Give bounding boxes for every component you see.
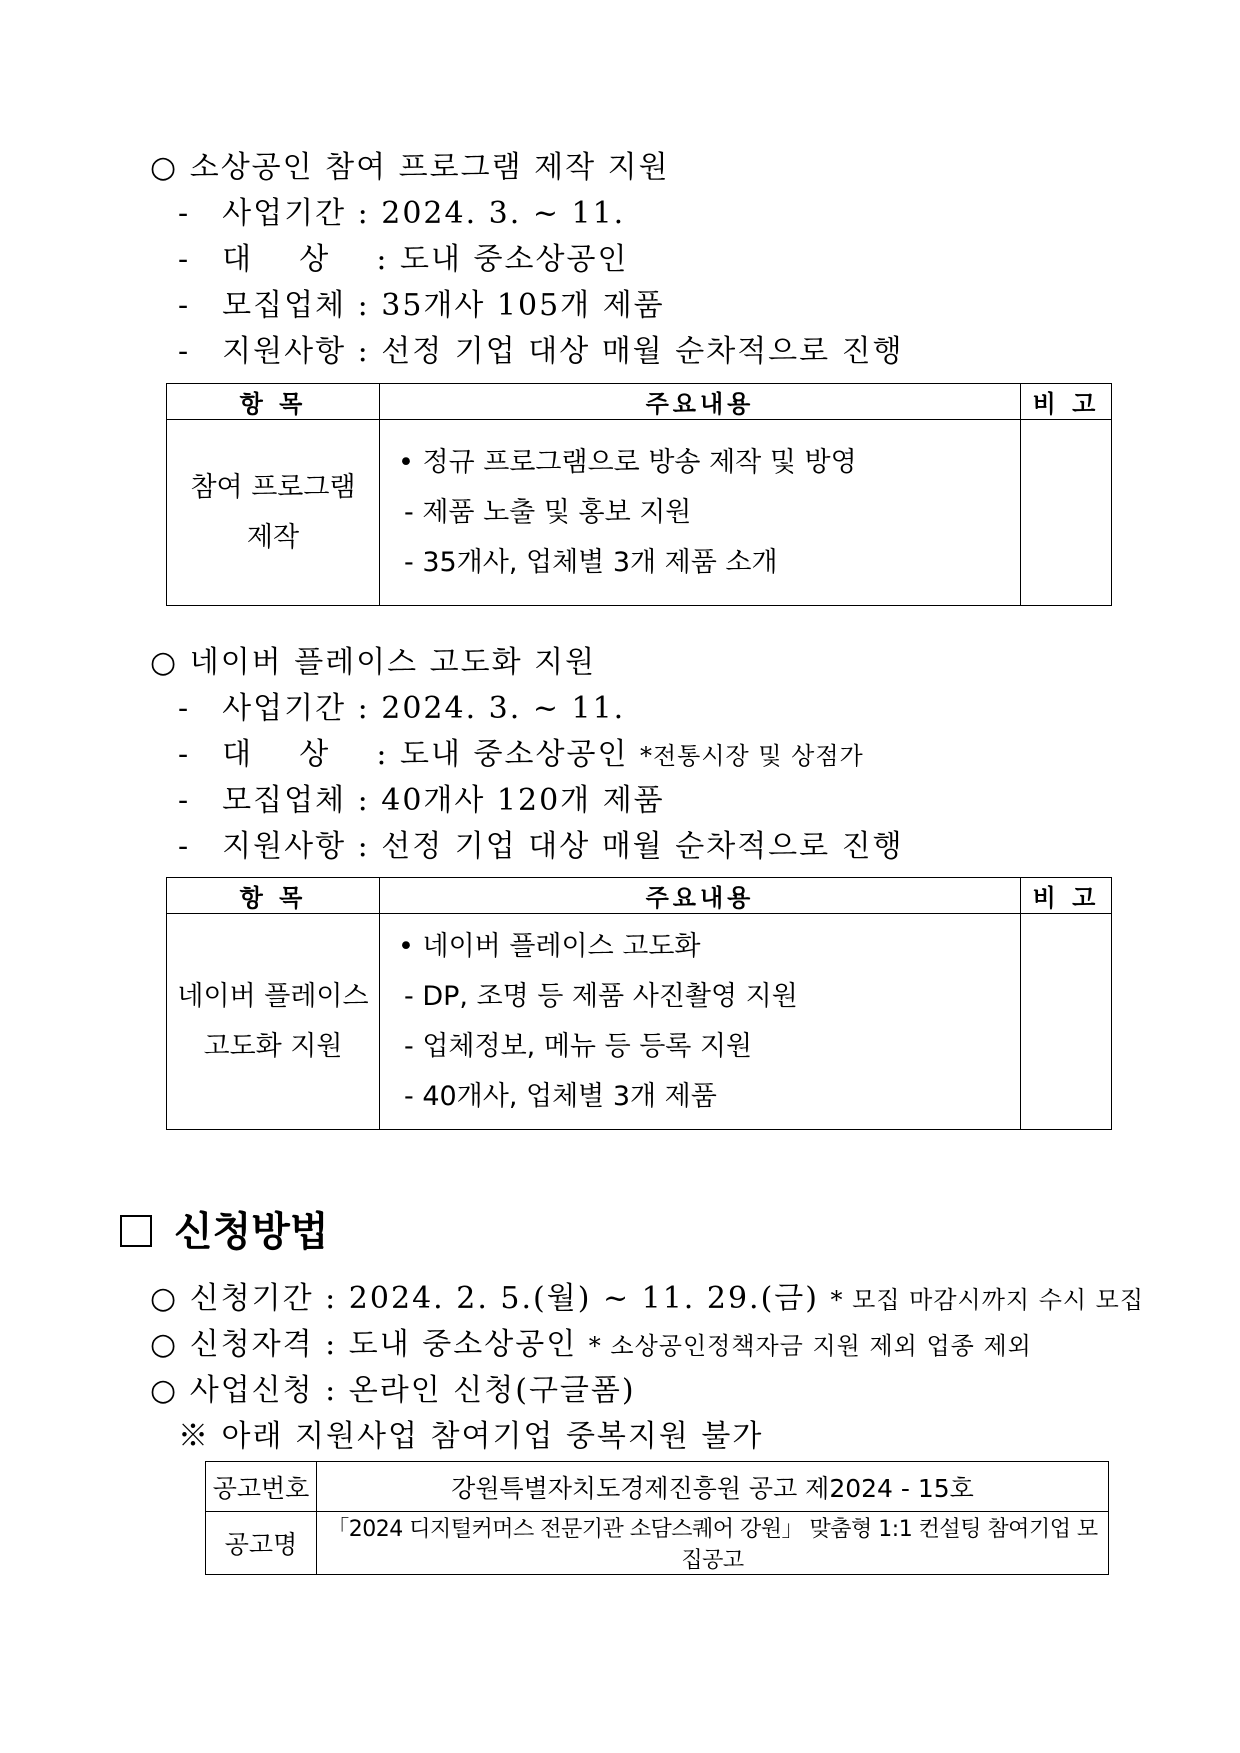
apply-warning: ※ 아래 지원사업 참여기업 중복지원 불가 [178,1419,764,1454]
section1-line-target: - 대 상 : 도내 중소상공인 [178,242,629,277]
table-row [206,1462,1109,1512]
table-row [206,1512,1109,1575]
section1-table [166,383,1112,606]
section1-line-support: - 지원사항 : 선정 기업 대상 매월 순차적으로 진행 [178,334,904,369]
table-item-cell: 네이버 플레이스 고도화 지원 [167,914,380,1130]
header-item: 항 목 [167,384,380,420]
section2-table [166,877,1112,1130]
section2-line-support: - 지원사항 : 선정 기업 대상 매월 순차적으로 진행 [178,829,904,864]
apply-item-method: ○ 사업신청 : 온라인 신청(구글폼) [150,1373,636,1408]
table-content-cell: • 정규 프로그램으로 방송 제작 및 방영 - 제품 노출 및 홍보 지원 - 35개사, 업체별 3개 제품 소개 [380,420,1021,606]
table-content-cell: • 네이버 플레이스 고도화 - DP, 조명 등 제품 사진촬영 지원 - 업체정보, 메뉴 등 등록 지원 - 40개사, 업체별 3개 제품 [380,914,1021,1130]
square-bullet-icon [120,1215,152,1247]
section2-title: ○ 네이버 플레이스 고도화 지원 [150,645,597,680]
announcement-table [205,1461,1109,1575]
header-note: 비 고 [1021,878,1112,914]
announcement-label: 공고명 [206,1512,317,1575]
section1-line-recruit: - 모집업체 : 35개사 105개 제품 [178,288,665,323]
header-note: 비 고 [1021,384,1112,420]
announcement-value: 「2024 디지털커머스 전문기관 소담스퀘어 강원」 맞춤형 1:1 컨설팅 참여기업 모집공고 [317,1512,1109,1575]
table-note-cell [1021,420,1112,606]
table-item-cell: 참여 프로그램 제작 [167,420,380,606]
section2-line-target: - 대 상 : 도내 중소상공인 *전통시장 및 상점가 [178,737,864,772]
header-content: 주요내용 [380,878,1021,914]
section1-title: ○ 소상공인 참여 프로그램 제작 지원 [150,150,670,185]
table-note-cell [1021,914,1112,1130]
apply-item-period: ○ 신청기간 : 2024. 2. 5.(월) ~ 11. 29.(금) * 모집 마감시까지 수시 모집 [150,1281,1145,1316]
apply-item-eligibility: ○ 신청자격 : 도내 중소상공인 * 소상공인정책자금 지원 제외 업종 제외 [150,1327,1032,1362]
target-note: *전통시장 및 상점가 [640,742,864,770]
header-content: 주요내용 [380,384,1021,420]
section2-line-period: - 사업기간 : 2024. 3. ~ 11. [178,691,626,726]
announcement-value: 강원특별자치도경제진흥원 공고 제2024 - 15호 [317,1462,1109,1512]
header-item: 항 목 [167,878,380,914]
apply-heading: 신청방법 [120,1200,329,1257]
section1-line-period: - 사업기간 : 2024. 3. ~ 11. [178,196,626,231]
section2-line-recruit: - 모집업체 : 40개사 120개 제품 [178,783,665,818]
announcement-label: 공고번호 [206,1462,317,1512]
